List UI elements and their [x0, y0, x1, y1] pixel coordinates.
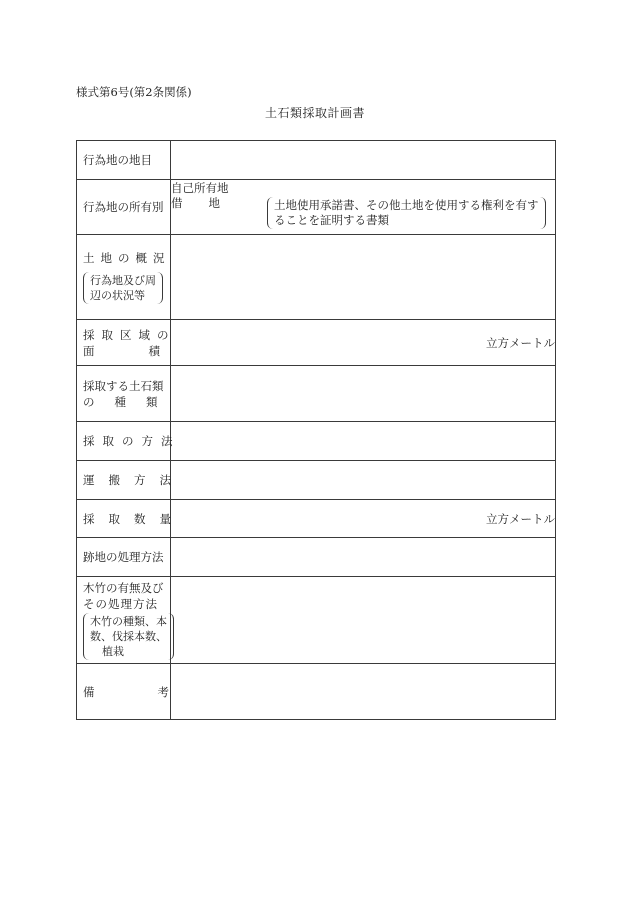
row-transport-method [77, 461, 556, 500]
label-ownership [77, 180, 171, 235]
document-title: 土石類採取計画書 [264, 106, 365, 120]
row-extraction-method [77, 422, 556, 461]
option-leased-land[interactable]: 借地 [171, 195, 246, 210]
lease-note-line: 土地使用承諾書、その他土地を使用する権利を有す [274, 197, 539, 212]
label-text: 採取する土石類 [83, 378, 164, 393]
label-extraction-quantity [77, 500, 185, 538]
label-text: 跡地の処理方法 [83, 550, 164, 564]
bamboo-note [83, 613, 174, 660]
field-transport-method[interactable] [171, 461, 556, 500]
field-land-category[interactable] [171, 141, 556, 180]
label-text: 土地の概況 [83, 251, 171, 265]
unit-label: 立方メートル [486, 511, 555, 526]
label-extraction-area [77, 320, 214, 366]
field-extraction-quantity[interactable] [171, 500, 556, 538]
label-text: 採取区域の [83, 327, 176, 342]
label-text: その処理方法 [83, 597, 158, 611]
field-extraction-area[interactable] [171, 320, 556, 366]
label-text: 備考 [83, 684, 232, 699]
note-line: 行為地及び周 [90, 274, 156, 287]
label-text: 採取の方法 [83, 434, 181, 448]
label-text: 採取数量 [83, 511, 185, 526]
label-remarks [77, 664, 232, 720]
lease-document-note [267, 197, 546, 229]
label-text: 運搬方法 [83, 473, 185, 487]
label-text: 木竹の有無及び [83, 581, 164, 595]
label-text: 行為地の地目 [83, 153, 152, 167]
row-extraction-quantity [77, 500, 556, 538]
note-line: 木竹の種類、本 [90, 615, 167, 628]
note-line: 数、伐採本数、 [90, 630, 167, 643]
row-land-category [77, 141, 556, 180]
unit-label: 立方メートル [486, 335, 555, 350]
row-site-treatment [77, 538, 556, 577]
row-land-overview [77, 235, 556, 320]
lease-note-line: ることを証明する書類 [274, 212, 389, 227]
note-line: 植栽 [102, 645, 124, 658]
label-text: 面積 [83, 343, 214, 358]
label-text: の種類 [83, 394, 178, 409]
label-stone-type [77, 366, 178, 422]
label-land-category [77, 141, 171, 180]
note-line: 辺の状況等 [90, 289, 145, 302]
label-site-treatment [77, 538, 171, 577]
plan-form-table [76, 140, 556, 720]
label-text: 行為地の所有別 [83, 200, 164, 214]
label-land-overview [77, 235, 171, 320]
row-remarks [77, 664, 556, 720]
field-ownership[interactable] [171, 180, 556, 235]
field-bamboo[interactable] [171, 577, 556, 664]
field-stone-type[interactable] [171, 366, 556, 422]
row-stone-type [77, 366, 556, 422]
label-extraction-method [77, 422, 181, 461]
field-extraction-method[interactable] [171, 422, 556, 461]
label-transport-method [77, 461, 185, 500]
option-own-land[interactable]: 自己所有地 [171, 180, 229, 195]
row-ownership [77, 180, 556, 235]
field-land-overview[interactable] [171, 235, 556, 320]
form-number-label: 様式第6号(第2条関係) [76, 85, 192, 99]
land-overview-note [83, 272, 163, 304]
row-extraction-area [77, 320, 556, 366]
label-bamboo [77, 577, 171, 664]
field-site-treatment[interactable] [171, 538, 556, 577]
row-bamboo [77, 577, 556, 664]
